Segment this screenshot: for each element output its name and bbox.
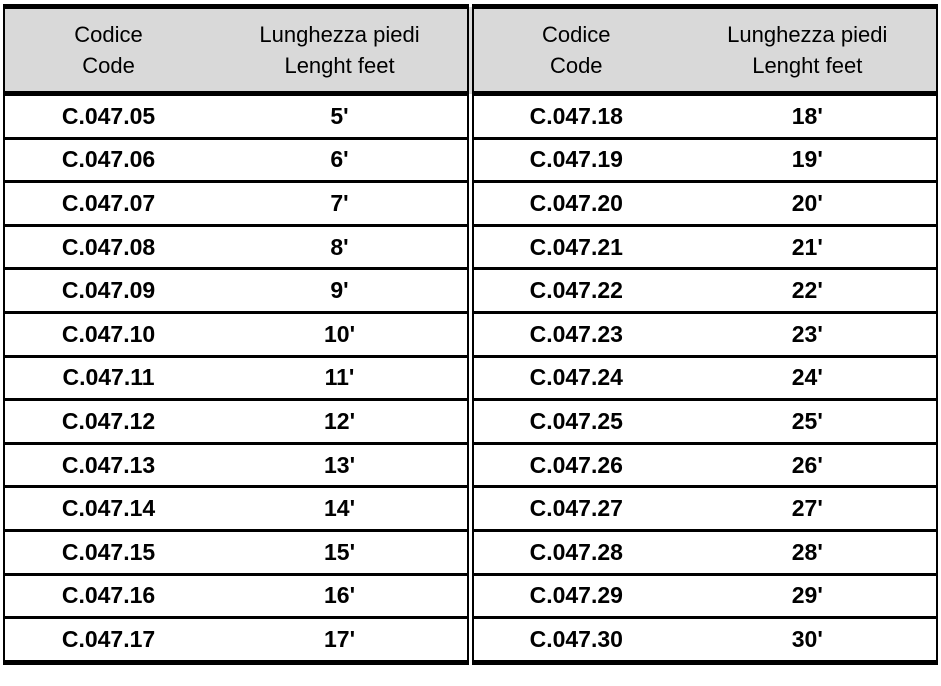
header-code-right (470, 7, 678, 94)
table-header (4, 7, 937, 94)
code-cell: C.047.05 (4, 94, 212, 139)
length-cell: 18' (679, 94, 937, 139)
header-code-it: Codice (74, 22, 143, 47)
code-cell: C.047.20 (470, 182, 678, 226)
code-cell: C.047.11 (4, 356, 212, 400)
code-cell: C.047.25 (470, 400, 678, 444)
table-row (4, 400, 937, 444)
code-cell: C.047.06 (4, 138, 212, 182)
header-length-en: Lenght feet (752, 53, 863, 78)
length-cell: 8' (212, 225, 470, 269)
table-row (4, 356, 937, 400)
length-cell: 12' (212, 400, 470, 444)
header-row (4, 7, 937, 94)
code-cell: C.047.21 (470, 225, 678, 269)
table-row (4, 269, 937, 313)
code-cell: C.047.29 (470, 574, 678, 618)
header-code-en: Code (549, 53, 603, 78)
table-row (4, 487, 937, 531)
table-row (4, 182, 937, 226)
table-row (4, 94, 937, 139)
table-row (4, 312, 937, 356)
header-code-en: Code (82, 53, 135, 78)
code-cell: C.047.15 (4, 530, 212, 574)
length-cell: 10' (212, 312, 470, 356)
length-cell: 5' (212, 94, 470, 139)
code-cell: C.047.13 (4, 443, 212, 487)
header-length-it: Lunghezza piedi (259, 22, 420, 47)
table-row (4, 574, 937, 618)
header-code-it: Codice (542, 22, 611, 47)
table-row (4, 225, 937, 269)
code-cell: C.047.07 (4, 182, 212, 226)
length-cell: 7' (212, 182, 470, 226)
length-cell: 20' (679, 182, 937, 226)
table-row (4, 530, 937, 574)
length-cell: 28' (679, 530, 937, 574)
length-cell: 29' (679, 574, 937, 618)
code-cell: C.047.28 (470, 530, 678, 574)
header-code-left (4, 7, 212, 94)
length-cell: 6' (212, 138, 470, 182)
length-cell: 22' (679, 269, 937, 313)
length-cell: 24' (679, 356, 937, 400)
table-row (4, 443, 937, 487)
header-length-en: Lenght feet (284, 53, 395, 78)
length-cell: 14' (212, 487, 470, 531)
table-body (4, 94, 937, 663)
table-row (4, 138, 937, 182)
code-cell: C.047.18 (470, 94, 678, 139)
code-cell: C.047.12 (4, 400, 212, 444)
length-cell: 15' (212, 530, 470, 574)
length-cell: 13' (212, 443, 470, 487)
code-cell: C.047.09 (4, 269, 212, 313)
product-code-table (3, 4, 938, 665)
length-cell: 21' (679, 225, 937, 269)
code-cell: C.047.14 (4, 487, 212, 531)
code-cell: C.047.30 (470, 618, 678, 663)
header-length-right (679, 7, 937, 94)
length-cell: 27' (679, 487, 937, 531)
length-cell: 25' (679, 400, 937, 444)
code-cell: C.047.26 (470, 443, 678, 487)
length-cell: 9' (212, 269, 470, 313)
header-length-it: Lunghezza piedi (727, 22, 888, 47)
length-cell: 11' (212, 356, 470, 400)
code-cell: C.047.19 (470, 138, 678, 182)
length-cell: 26' (679, 443, 937, 487)
code-cell: C.047.23 (470, 312, 678, 356)
length-cell: 17' (212, 618, 470, 663)
length-cell: 23' (679, 312, 937, 356)
code-cell: C.047.10 (4, 312, 212, 356)
code-cell: C.047.16 (4, 574, 212, 618)
length-cell: 16' (212, 574, 470, 618)
code-cell: C.047.27 (470, 487, 678, 531)
code-cell: C.047.17 (4, 618, 212, 663)
code-cell: C.047.22 (470, 269, 678, 313)
length-cell: 30' (679, 618, 937, 663)
code-cell: C.047.08 (4, 225, 212, 269)
length-cell: 19' (679, 138, 937, 182)
header-length-left (212, 7, 470, 94)
code-cell: C.047.24 (470, 356, 678, 400)
table-row (4, 618, 937, 663)
